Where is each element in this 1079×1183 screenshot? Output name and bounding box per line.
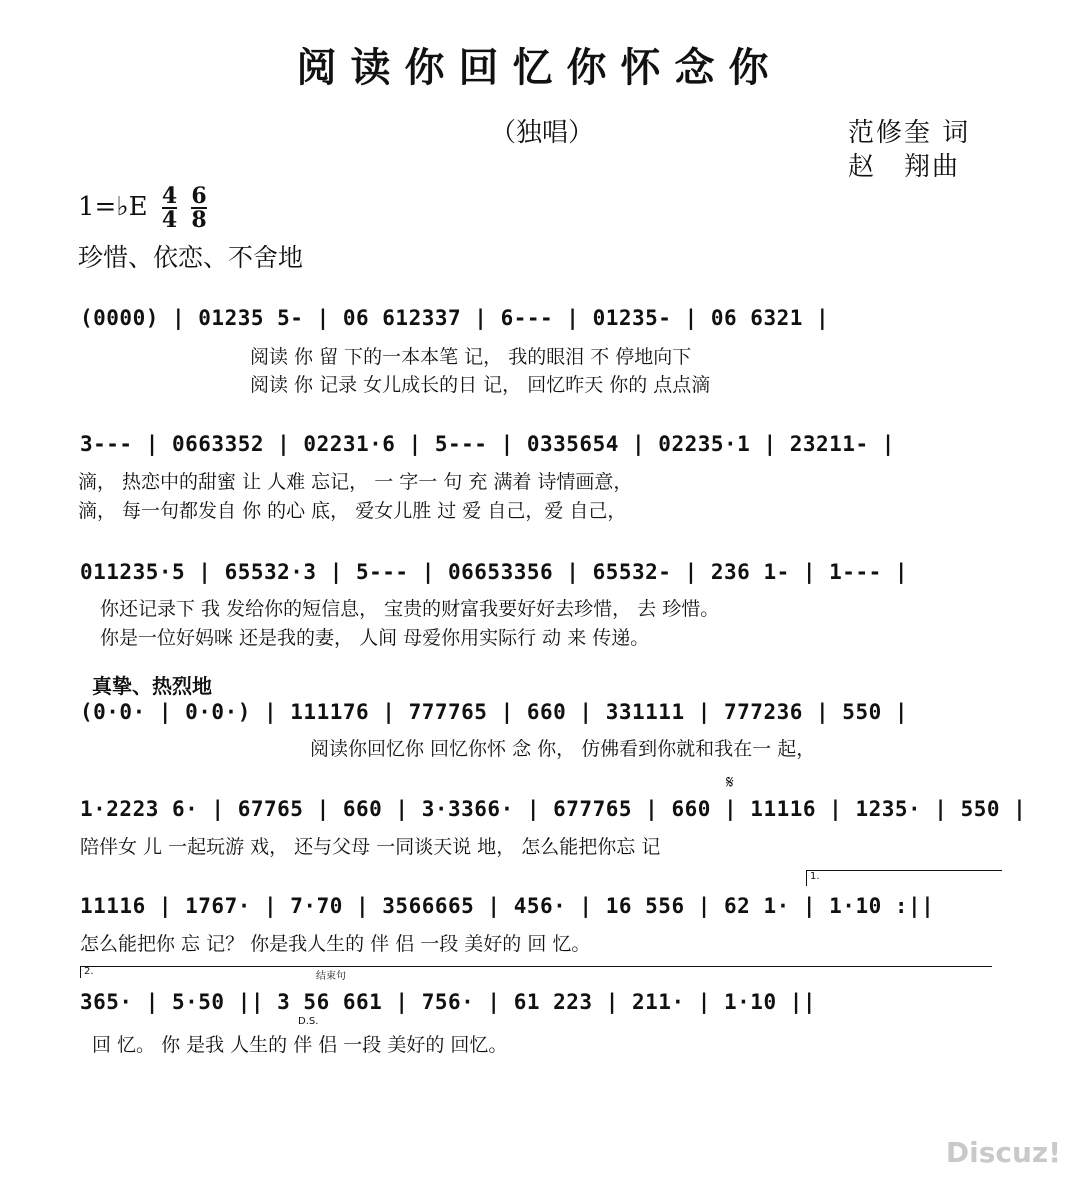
lyricist-credit: 范修奎 词 [848, 118, 971, 148]
lyrics-line-7: 回 忆。 你 是我 人生的 伴 侣 一段 美好的 回忆。 [92, 1034, 508, 1056]
notation-line-3: 011235·5 | 65532·3 | 5--- | 06653356 | 65532- | 236 1- | 1--- | [80, 560, 909, 584]
notation-line-5: 1·2223 6· | 67765 | 660 | 3·3366· | 677765 | 660 | 11116 | 1235· | 550 | [80, 797, 1027, 821]
first-ending-label: 1. [810, 871, 820, 882]
expression-marking-1: 珍惜、依恋、不舍地 [78, 243, 304, 272]
second-ending-bracket [80, 966, 992, 967]
song-title: 阅读你回忆你怀念你 [296, 44, 783, 91]
performance-type: （独唱） [490, 118, 595, 148]
notation-line-6: 11116 | 1767· | 7·70 | 3566665 | 456· | 16 556 | 62 1· | 1·10 :|| [80, 894, 935, 918]
lyrics-line-6: 怎么能把你 忘 记？ 你是我人生的 伴 侣 一段 美好的 回 忆。 [80, 933, 591, 955]
notation-line-4: (0·0· | 0·0·) | 111176 | 777765 | 660 | 331111 | 777236 | 550 | [80, 700, 909, 724]
notation-line-7: 365· | 5·50 || 3 56 661 | 756· | 61 223 | 211· | 1·10 || [80, 990, 817, 1014]
lyrics-line-2a: 滴， 热恋中的甜蜜 让 人难 忘记， 一 字一 句 充 满着 诗情画意， [78, 471, 633, 493]
notation-line-1: (0000) | 01235 5- | 06 612337 | 6--- | 01235- | 06 6321 | [80, 306, 830, 330]
lyrics-line-1a: 阅读 你 留 下的一本本笔 记， 我的眼泪 不 停地向下 [250, 346, 692, 368]
segno-sign: 𝄋 [726, 772, 734, 793]
second-ending-label: 2. [84, 966, 94, 977]
notation-line-2: 3--- | 0663352 | 02231·6 | 5--- | 0335654 | 02235·1 | 23211- | [80, 432, 895, 456]
first-ending-bracket [806, 870, 1002, 871]
lyrics-line-2b: 滴， 每一句都发自 你 的心 底， 爱女儿胜 过 爱 自己，爱 自己， [78, 500, 627, 522]
forum-watermark: Discuz! [945, 1136, 1061, 1169]
first-ending-bracket-tick [806, 870, 807, 886]
lyrics-line-3b: 你是一位好妈咪 还是我的妻， 人间 母爱你用实际行 动 来 传递。 [100, 627, 650, 649]
lyrics-line-5: 陪伴女 儿 一起玩游 戏， 还与父母 一同谈天说 地， 怎么能把你忘 记 [80, 836, 661, 858]
lyrics-line-1b: 阅读 你 记录 女儿成长的日 记， 回忆昨天 你的 点点滴 [250, 374, 711, 396]
composer-credit: 赵 翔曲 [848, 152, 961, 182]
key-signature: 1=♭E [78, 192, 148, 222]
time-signature-4-4: $\frac{4}{4}$ [161, 183, 178, 233]
lyrics-line-4: 阅读你回忆你 回忆你怀 念 你， 仿佛看到你就和我在一 起， [310, 738, 816, 760]
expression-marking-2: 真挚、热烈地 [92, 674, 212, 698]
key-signature-group [78, 185, 207, 231]
dal-segno-marking: D.S. [298, 1016, 319, 1027]
second-ending-bracket-tick [80, 966, 81, 978]
lyrics-line-3a: 你还记录下 我 发给你的短信息， 宝贵的财富我要好好去珍惜， 去 珍惜。 [100, 598, 720, 620]
end-phrase-label: 结束句 [316, 971, 346, 982]
time-signature-6-8: $\frac{6}{8}$ [191, 183, 207, 233]
